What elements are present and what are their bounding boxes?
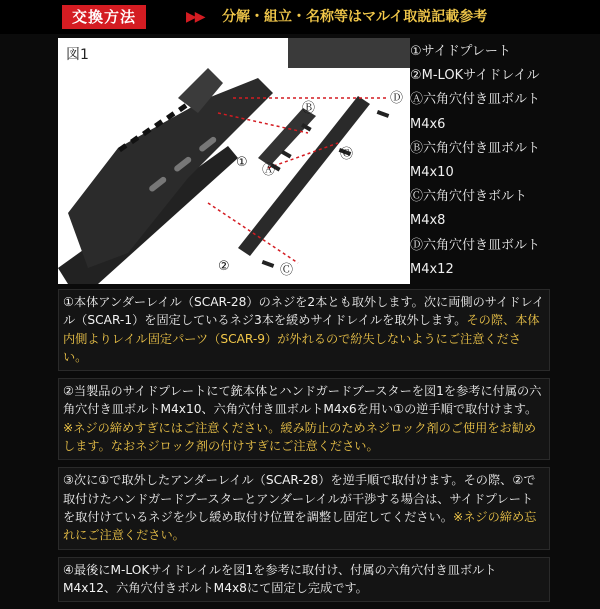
handguard-shape [68, 78, 276, 268]
side-plate-part [258, 108, 316, 166]
instruction-steps [58, 289, 550, 609]
legend-item: ①サイドプレート [410, 44, 511, 59]
rifle-assembly-diagram [58, 38, 410, 284]
legend-item: Ⓓ六角穴付き皿ボルト [410, 237, 541, 253]
header-bar [0, 0, 600, 34]
legend-item: M4x10 [410, 165, 454, 181]
callout-b-label: Ⓑ [302, 101, 316, 116]
parts-legend [410, 40, 598, 282]
double-arrow-icon: ▶▶ [186, 9, 204, 25]
legend-item: Ⓐ六角穴付き皿ボルト [410, 92, 541, 108]
step-warning: その際、本体内側よりレイル固定パーツ（SCAR-9）が外れるので紛失しないようにご注意ください。 [63, 313, 540, 364]
legend-item: Ⓒ六角穴付きボルト [410, 189, 528, 205]
step-text: ④最後にM-LOKサイドレイルを図1を参考に取付け、付属の六角穴付き皿ボルトM4x12、六角穴付きボルトM4x8にて固定し完成です。 [63, 562, 497, 595]
legend-item: ②M-LOKサイドレイル [410, 68, 540, 84]
receiver-upper-shape [288, 38, 410, 68]
step-text: ②当製品のサイドプレートにて銃本体とハンドガードブースターを図1を参考に付属の六角穴付き皿ボルトM4x10、六角穴付き皿ボルトM4x6を用い①の逆手順で取付けます。 [63, 384, 542, 417]
step-text: ③次に①で取外したアンダーレイル（SCAR-28）を逆手順で取付けます。その際、②で取付けたハンドガードブースターとアンダーレイルが干渉する場合は、サイドプレートを取付けているネジを少し緩め取付け位置を調整し固定してください。 [63, 473, 536, 524]
legend-item: Ⓑ六角穴付き皿ボルト [410, 140, 541, 156]
step-warning: ※ネジの締めすぎにはご注意ください。緩み防止のためネジロック剤のご使用をお勧めします。なおネジロック剤の付けすぎにご注意ください。 [63, 420, 537, 454]
step-warning: ※ネジの締め忘れにご注意ください。 [63, 509, 537, 543]
figure-label: 図1 [66, 47, 89, 63]
legend-item: M4x12 [410, 261, 454, 277]
instruction-step-2 [58, 378, 550, 460]
legend-item: M4x6 [410, 116, 446, 132]
instruction-step-4 [58, 557, 550, 603]
figure-1-illustration [58, 38, 410, 284]
header-reference-note: 分解・組立・名称等はマルイ取説記載参考 [222, 9, 488, 25]
step-text: ①本体アンダーレイル（SCAR-28）のネジを2本とも取外します。次に両側のサイドレイル（SCAR-1）を固定しているネジ3本を緩めサイドレイルを取外します。 [63, 295, 545, 328]
instruction-step-1 [58, 289, 550, 371]
legend-item: M4x8 [410, 213, 446, 229]
callout-1-label: ① [236, 155, 248, 170]
callout-a-label: Ⓐ [262, 163, 276, 178]
section-title-badge: 交換方法 [62, 5, 146, 29]
callout-c-label-lower: Ⓒ [280, 263, 294, 278]
callout-c-label-upper: Ⓒ [340, 147, 354, 162]
callout-d-label: Ⓓ [390, 91, 404, 106]
callout-2-label: ② [218, 259, 230, 274]
instruction-step-3 [58, 467, 550, 549]
